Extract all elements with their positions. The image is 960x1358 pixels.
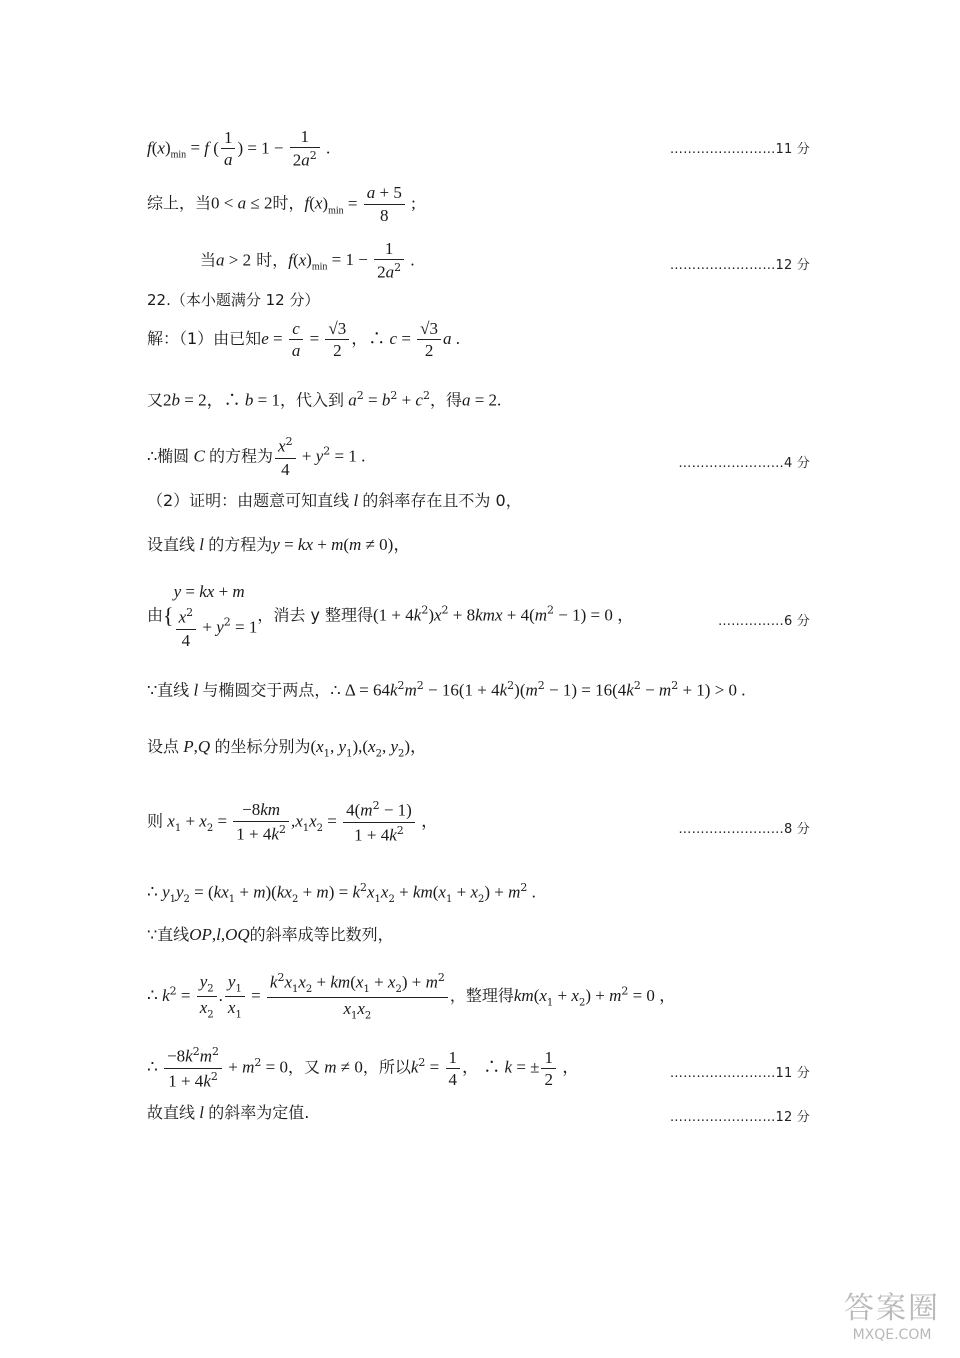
- set-points-line: 设点 P,Q 的坐标分别为($x_1$, $y_1),(x_2$, $y_2$)，: [147, 737, 428, 760]
- watermark-site: MXQE.COM: [852, 1327, 932, 1343]
- score-6: ……………6 分: [717, 614, 810, 629]
- conclusion-line: 故直线 l 的斜率为定值.: [147, 1103, 310, 1122]
- score-11-b: ……………………11 分: [669, 1066, 810, 1081]
- q22-title: 22.（本小题满分 12 分）: [147, 291, 320, 309]
- also-line: 又2b = 2，∴ b = 1，代入到 $a^2 = b^2 + c^2$，得a = 2.: [147, 389, 502, 410]
- system-line: 由{ y = kx + m $\frac{x^2}{4}$ + $y^2 = 1$ ，消去 y 整理得$(1 + 4k^2)x^2 + 8kmx + 4(m^2 - 1) = 0$ ，: [147, 582, 635, 650]
- score-11-a: ……………………11 分: [669, 142, 810, 157]
- y1y2-line: ∴ $y_1y_2 = (kx_1 + m)(kx_2 + m) = k^2x_1x_2 + km(x_1 + x_2) + m^2$ .: [147, 881, 536, 906]
- watermark-logo: 答案圈: [844, 1291, 940, 1326]
- set-line: 设直线 l 的方程为y = kx + m(m ≠ 0)，: [147, 535, 411, 554]
- geometric-line: ∵直线OP,l,OQ的斜率成等比数列，: [147, 925, 394, 944]
- ellipse-equation: ∴椭圆 C 的方程为 $\frac{x^2}{4}$ + $y^2 = 1$ .: [147, 435, 366, 479]
- score-12-a: ……………………12 分: [669, 258, 810, 273]
- score-12-b: ……………………12 分: [669, 1110, 810, 1125]
- solve-k-line: ∴ $\frac{-8k^2m^2}{1 + 4k^2}$ + $m^2 = 0$，又 m ≠ 0，所以$k^2$ = $\frac{1}{4}$ ， ∴ k = ± $\frac{1}{2}$ ，: [147, 1045, 580, 1091]
- fmin-line-1: $f(x)_{min} = f$ ( $\frac{1}{a}$ ) = 1 − $\frac{1}{2a^2}$ .: [147, 127, 331, 170]
- vieta-line: 则 $x_1 + x_2$ = $\frac{-8km}{1 + 4k^2}$ $,x_1x_2$ = $\frac{4(m^2 - 1)}{1 + 4k^2}$ ，: [147, 799, 439, 845]
- sol-part-1: 解：（1）由已知e = $\frac{c}{a}$ = $\frac{√3}{2}$ ，∴ c = $\frac{√3}{2}$ a .: [147, 319, 460, 360]
- proof-intro: （2）证明：由题意可知直线 l 的斜率存在且不为 0，: [147, 491, 522, 510]
- site-watermark: [844, 1283, 940, 1343]
- score-4: ……………………4 分: [678, 456, 810, 471]
- k-squared-line: ∴ $k^2$ = $\frac{y_2}{x_2}$ . $\frac{y_1}{x_1}$ = $\frac{k^2x_1x_2 + km(x_1 + x_2) + m^2}{x_1x_2}$ ，整理得$km(x_1 + x_2) + m^2 = 0$ ，: [147, 971, 677, 1022]
- case-a-gt-2: 当a > 2 时，$f(x)_{min} = 1$ − $\frac{1}{2a^2}$ .: [200, 239, 415, 282]
- score-8: ……………………8 分: [678, 822, 810, 837]
- summary-line: 综上，当0 < a ≤ 2时，$f(x)_{min}$ = $\frac{a + 5}{8}$ ;: [147, 183, 416, 225]
- discriminant-line: ∵直线 l 与椭圆交于两点，∴ $\Delta = 64k^2m^2 - 16(1 + 4k^2)(m^2 - 1) = 16(4k^2 - m^2 + 1) > 0$ .: [147, 679, 746, 700]
